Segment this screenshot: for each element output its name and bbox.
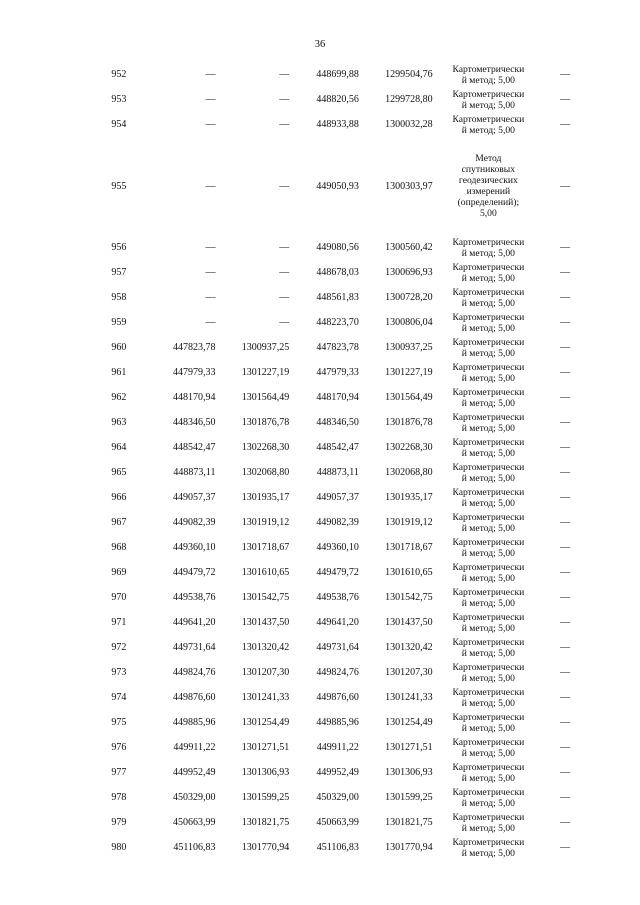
- point-number-cell: 980: [111, 842, 127, 853]
- method-cell: [433, 64, 541, 86]
- method-line: й метод; 5,00: [461, 697, 515, 709]
- new-y-cell: 1300303,97: [385, 180, 433, 192]
- method-cell: [433, 712, 541, 734]
- method-line: (определений);: [457, 197, 520, 208]
- new-y-cell: 1301919,12: [385, 517, 433, 528]
- method-line: Картометрически: [452, 361, 525, 373]
- table-row: [102, 112, 572, 137]
- existing-x-cell: 448346,50: [173, 417, 216, 428]
- point-number-cell: 971: [111, 617, 127, 628]
- point-number-cell: 962: [111, 392, 127, 403]
- method-cell: [433, 837, 541, 859]
- method-line: й метод; 5,00: [461, 497, 515, 509]
- method-line: Картометрически: [452, 261, 525, 273]
- new-x-cell: 449885,96: [316, 717, 359, 728]
- method-line: й метод; 5,00: [461, 447, 515, 459]
- method-line: й метод; 5,00: [461, 797, 515, 809]
- existing-y-cell: 1301876,78: [241, 417, 290, 428]
- table-row: [102, 685, 572, 710]
- last-column-cell: —: [560, 180, 571, 192]
- method-line: Картометрически: [452, 836, 525, 848]
- existing-x-cell: 450329,00: [173, 792, 216, 803]
- point-number-cell: 979: [111, 817, 127, 828]
- method-line: й метод; 5,00: [461, 347, 515, 359]
- method-line: Картометрически: [452, 511, 525, 523]
- point-number-cell: 975: [111, 717, 127, 728]
- new-y-cell: 1301564,49: [385, 392, 433, 403]
- point-number-cell: 952: [111, 69, 127, 80]
- existing-y-cell: 1301935,17: [241, 492, 290, 503]
- existing-x-cell: 451106,83: [173, 842, 216, 853]
- last-column-cell: —: [560, 69, 571, 80]
- method-line: Картометрически: [452, 686, 525, 698]
- existing-x-cell: —: [205, 267, 216, 278]
- new-x-cell: 448223,70: [316, 317, 359, 328]
- method-line: Метод: [475, 153, 502, 164]
- new-x-cell: 449911,22: [316, 742, 359, 753]
- point-number-cell: 974: [111, 692, 127, 703]
- method-line: й метод; 5,00: [461, 647, 515, 659]
- new-x-cell: 449080,56: [316, 242, 359, 253]
- existing-y-cell: 1301919,12: [241, 517, 290, 528]
- point-number-cell: 959: [111, 317, 127, 328]
- page-number: 36: [314, 39, 326, 50]
- point-number-cell: 970: [111, 592, 127, 603]
- new-x-cell: 448699,88: [316, 69, 359, 80]
- existing-y-cell: 1301564,49: [241, 392, 290, 403]
- last-column-cell: —: [560, 267, 571, 278]
- existing-x-cell: 449479,72: [173, 567, 216, 578]
- new-x-cell: 449731,64: [316, 642, 359, 653]
- method-line: Картометрически: [452, 786, 525, 798]
- table-row: [102, 310, 572, 335]
- method-line: й метод; 5,00: [461, 522, 515, 534]
- existing-y-cell: 1301599,25: [241, 792, 290, 803]
- method-line: й метод; 5,00: [461, 99, 515, 111]
- method-line: спутниковых: [461, 164, 516, 175]
- method-cell: [433, 437, 541, 459]
- new-x-cell: 448561,83: [316, 292, 359, 303]
- method-cell: [433, 362, 541, 384]
- last-column-cell: —: [560, 767, 571, 778]
- new-x-cell: 448346,50: [316, 417, 359, 428]
- method-line: Картометрически: [452, 586, 525, 598]
- table-row: [102, 460, 572, 485]
- existing-x-cell: 449911,22: [173, 742, 216, 753]
- point-number-cell: 966: [111, 492, 127, 503]
- method-cell: [433, 387, 541, 409]
- method-line: й метод; 5,00: [461, 597, 515, 609]
- method-cell: [433, 762, 541, 784]
- method-line: й метод; 5,00: [461, 847, 515, 859]
- new-x-cell: 449479,72: [316, 567, 359, 578]
- point-number-cell: 953: [111, 94, 127, 105]
- last-column-cell: —: [560, 592, 571, 603]
- method-line: Картометрически: [452, 711, 525, 723]
- new-x-cell: 451106,83: [316, 842, 359, 853]
- new-y-cell: 1300728,20: [385, 292, 433, 303]
- existing-x-cell: 449057,37: [173, 492, 216, 503]
- table-row: [102, 635, 572, 660]
- new-y-cell: 1300806,04: [385, 317, 433, 328]
- new-x-cell: 448678,03: [316, 267, 359, 278]
- existing-y-cell: —: [279, 317, 290, 328]
- new-y-cell: 1301254,49: [385, 717, 433, 728]
- last-column-cell: —: [560, 292, 571, 303]
- point-number-cell: 963: [111, 417, 127, 428]
- new-y-cell: 1301207,30: [385, 667, 433, 678]
- last-column-cell: —: [560, 467, 571, 478]
- point-number-cell: 956: [111, 242, 127, 253]
- method-cell: [433, 462, 541, 484]
- new-y-cell: 1301610,65: [385, 567, 433, 578]
- method-cell: [433, 337, 541, 359]
- method-line: й метод; 5,00: [461, 322, 515, 334]
- method-line: измерений: [466, 186, 511, 197]
- method-line: й метод; 5,00: [461, 747, 515, 759]
- method-line: Картометрически: [452, 486, 525, 498]
- method-line: й метод; 5,00: [461, 572, 515, 584]
- last-column-cell: —: [560, 317, 571, 328]
- new-y-cell: 1300937,25: [385, 342, 433, 353]
- table-row: [102, 285, 572, 310]
- new-y-cell: 1300696,93: [385, 267, 433, 278]
- existing-x-cell: —: [205, 69, 216, 80]
- existing-y-cell: 1301254,49: [241, 717, 290, 728]
- existing-x-cell: 449824,76: [173, 667, 216, 678]
- point-number-cell: 958: [111, 292, 127, 303]
- table-row: [102, 735, 572, 760]
- existing-y-cell: 1301542,75: [241, 592, 290, 603]
- point-number-cell: 955: [111, 180, 127, 192]
- point-number-cell: 961: [111, 367, 127, 378]
- last-column-cell: —: [560, 842, 571, 853]
- new-y-cell: 1301542,75: [385, 592, 433, 603]
- method-line: Картометрически: [452, 386, 525, 398]
- new-y-cell: 1301876,78: [385, 417, 433, 428]
- method-line: 5,00: [479, 208, 497, 219]
- point-number-cell: 954: [111, 119, 127, 130]
- table-row: [102, 87, 572, 112]
- method-line: Картометрически: [452, 561, 525, 573]
- table-row: [102, 660, 572, 685]
- new-y-cell: 1300560,42: [385, 242, 433, 253]
- existing-y-cell: 1301718,67: [241, 542, 290, 553]
- existing-x-cell: 447823,78: [173, 342, 216, 353]
- last-column-cell: —: [560, 667, 571, 678]
- existing-y-cell: 1301770,94: [241, 842, 290, 853]
- existing-y-cell: 1301207,30: [241, 667, 290, 678]
- point-number-cell: 960: [111, 342, 127, 353]
- method-line: й метод; 5,00: [461, 772, 515, 784]
- coordinates-table: [102, 62, 572, 860]
- method-cell: [433, 287, 541, 309]
- existing-y-cell: —: [279, 180, 290, 192]
- table-row: [102, 560, 572, 585]
- new-y-cell: 1301271,51: [385, 742, 433, 753]
- existing-x-cell: 449876,60: [173, 692, 216, 703]
- new-y-cell: 1301227,19: [385, 367, 433, 378]
- method-cell: [433, 687, 541, 709]
- method-cell: [433, 262, 541, 284]
- existing-x-cell: —: [205, 94, 216, 105]
- method-cell: [433, 114, 541, 136]
- method-line: й метод; 5,00: [461, 472, 515, 484]
- existing-x-cell: 448873,11: [173, 467, 216, 478]
- method-line: й метод; 5,00: [461, 272, 515, 284]
- new-x-cell: 447979,33: [316, 367, 359, 378]
- table-row: [102, 810, 572, 835]
- method-line: й метод; 5,00: [461, 622, 515, 634]
- table-row: [102, 710, 572, 735]
- new-x-cell: 448170,94: [316, 392, 359, 403]
- method-cell: [433, 612, 541, 634]
- point-number-cell: 978: [111, 792, 127, 803]
- existing-y-cell: 1301437,50: [241, 617, 290, 628]
- method-line: геодезических: [458, 175, 518, 186]
- existing-y-cell: 1301821,75: [241, 817, 290, 828]
- method-cell: [433, 662, 541, 684]
- last-column-cell: —: [560, 642, 571, 653]
- table-row: [102, 535, 572, 560]
- last-column-cell: —: [560, 342, 571, 353]
- existing-y-cell: 1302068,80: [241, 467, 290, 478]
- new-y-cell: 1301821,75: [385, 817, 433, 828]
- method-cell: [433, 562, 541, 584]
- method-cell: [433, 312, 541, 334]
- new-x-cell: 449050,93: [316, 180, 359, 192]
- last-column-cell: —: [560, 94, 571, 105]
- new-y-cell: 1301437,50: [385, 617, 433, 628]
- point-number-cell: 973: [111, 667, 127, 678]
- point-number-cell: 965: [111, 467, 127, 478]
- method-line: Картометрически: [452, 811, 525, 823]
- new-y-cell: 1299728,80: [385, 94, 433, 105]
- existing-y-cell: —: [279, 242, 290, 253]
- existing-x-cell: 447979,33: [173, 367, 216, 378]
- table-row: [102, 510, 572, 535]
- existing-y-cell: 1301241,33: [241, 692, 290, 703]
- last-column-cell: —: [560, 442, 571, 453]
- table-row: [102, 335, 572, 360]
- point-number-cell: 968: [111, 542, 127, 553]
- new-y-cell: 1301770,94: [385, 842, 433, 853]
- last-column-cell: —: [560, 692, 571, 703]
- existing-y-cell: —: [279, 94, 290, 105]
- existing-y-cell: —: [279, 69, 290, 80]
- existing-y-cell: —: [279, 267, 290, 278]
- method-line: й метод; 5,00: [461, 372, 515, 384]
- existing-x-cell: 449952,49: [173, 767, 216, 778]
- existing-y-cell: 1301320,42: [241, 642, 290, 653]
- method-line: й метод; 5,00: [461, 297, 515, 309]
- new-x-cell: 449057,37: [316, 492, 359, 503]
- existing-y-cell: 1301271,51: [241, 742, 290, 753]
- method-line: й метод; 5,00: [461, 672, 515, 684]
- new-x-cell: 447823,78: [316, 342, 359, 353]
- method-cell: [433, 737, 541, 759]
- table-row: [102, 260, 572, 285]
- new-x-cell: 450329,00: [316, 792, 359, 803]
- method-line: Картометрически: [452, 236, 525, 248]
- last-column-cell: —: [560, 119, 571, 130]
- existing-x-cell: 449360,10: [173, 542, 216, 553]
- point-number-cell: 976: [111, 742, 127, 753]
- existing-x-cell: 449641,20: [173, 617, 216, 628]
- last-column-cell: —: [560, 542, 571, 553]
- method-cell: [433, 637, 541, 659]
- method-line: Картометрически: [452, 661, 525, 673]
- existing-y-cell: 1301610,65: [241, 567, 290, 578]
- method-line: й метод; 5,00: [461, 247, 515, 259]
- new-x-cell: 449360,10: [316, 542, 359, 553]
- existing-x-cell: 449538,76: [173, 592, 216, 603]
- method-cell: [433, 787, 541, 809]
- last-column-cell: —: [560, 817, 571, 828]
- existing-y-cell: 1301227,19: [241, 367, 290, 378]
- existing-y-cell: 1301306,93: [241, 767, 290, 778]
- point-number-cell: 969: [111, 567, 127, 578]
- method-line: Картометрически: [452, 88, 525, 100]
- method-cell: [433, 537, 541, 559]
- last-column-cell: —: [560, 492, 571, 503]
- last-column-cell: —: [560, 792, 571, 803]
- new-y-cell: 1301241,33: [385, 692, 433, 703]
- table-row: [102, 137, 572, 235]
- point-number-cell: 977: [111, 767, 127, 778]
- existing-x-cell: —: [205, 242, 216, 253]
- last-column-cell: —: [560, 367, 571, 378]
- method-line: Картометрически: [452, 436, 525, 448]
- existing-x-cell: —: [205, 292, 216, 303]
- table-row: [102, 410, 572, 435]
- existing-x-cell: 448170,94: [173, 392, 216, 403]
- table-row: [102, 785, 572, 810]
- method-cell: [433, 153, 541, 219]
- table-row: [102, 585, 572, 610]
- method-line: Картометрически: [452, 336, 525, 348]
- table-row: [102, 610, 572, 635]
- point-number-cell: 964: [111, 442, 127, 453]
- table-row: [102, 360, 572, 385]
- new-y-cell: 1301935,17: [385, 492, 433, 503]
- table-row: [102, 235, 572, 260]
- existing-y-cell: 1302268,30: [241, 442, 290, 453]
- new-x-cell: 448873,11: [316, 467, 359, 478]
- existing-x-cell: 449731,64: [173, 642, 216, 653]
- method-line: й метод; 5,00: [461, 74, 515, 86]
- method-line: Картометрически: [452, 63, 525, 75]
- new-x-cell: 449824,76: [316, 667, 359, 678]
- existing-x-cell: —: [205, 119, 216, 130]
- method-cell: [433, 487, 541, 509]
- last-column-cell: —: [560, 417, 571, 428]
- new-x-cell: 449876,60: [316, 692, 359, 703]
- existing-x-cell: —: [205, 180, 216, 192]
- method-line: й метод; 5,00: [461, 124, 515, 136]
- new-y-cell: 1299504,76: [385, 69, 433, 80]
- table-row: [102, 385, 572, 410]
- new-x-cell: 450663,99: [316, 817, 359, 828]
- method-line: Картометрически: [452, 761, 525, 773]
- existing-x-cell: 448542,47: [173, 442, 216, 453]
- table-row: [102, 435, 572, 460]
- new-y-cell: 1300032,28: [385, 119, 433, 130]
- last-column-cell: —: [560, 717, 571, 728]
- method-cell: [433, 89, 541, 111]
- existing-x-cell: —: [205, 317, 216, 328]
- method-line: Картометрически: [452, 636, 525, 648]
- new-x-cell: 449538,76: [316, 592, 359, 603]
- table-row: [102, 485, 572, 510]
- method-cell: [433, 237, 541, 259]
- last-column-cell: —: [560, 617, 571, 628]
- method-line: й метод; 5,00: [461, 822, 515, 834]
- last-column-cell: —: [560, 392, 571, 403]
- new-x-cell: 449082,39: [316, 517, 359, 528]
- existing-x-cell: 450663,99: [173, 817, 216, 828]
- method-line: Картометрически: [452, 286, 525, 298]
- new-x-cell: 448542,47: [316, 442, 359, 453]
- method-line: й метод; 5,00: [461, 397, 515, 409]
- new-y-cell: 1302068,80: [385, 467, 433, 478]
- last-column-cell: —: [560, 242, 571, 253]
- new-y-cell: 1301718,67: [385, 542, 433, 553]
- point-number-cell: 957: [111, 267, 127, 278]
- method-cell: [433, 512, 541, 534]
- existing-x-cell: 449082,39: [173, 517, 216, 528]
- method-line: Картометрически: [452, 736, 525, 748]
- new-y-cell: 1302268,30: [385, 442, 433, 453]
- point-number-cell: 967: [111, 517, 127, 528]
- new-x-cell: 449641,20: [316, 617, 359, 628]
- method-line: Картометрически: [452, 611, 525, 623]
- method-cell: [433, 812, 541, 834]
- existing-y-cell: 1300937,25: [241, 342, 290, 353]
- table-row: [102, 760, 572, 785]
- method-line: Картометрически: [452, 411, 525, 423]
- method-line: Картометрически: [452, 536, 525, 548]
- table-row: [102, 835, 572, 860]
- last-column-cell: —: [560, 742, 571, 753]
- new-y-cell: 1301306,93: [385, 767, 433, 778]
- method-cell: [433, 412, 541, 434]
- last-column-cell: —: [560, 517, 571, 528]
- method-line: й метод; 5,00: [461, 422, 515, 434]
- method-line: й метод; 5,00: [461, 722, 515, 734]
- new-y-cell: 1301599,25: [385, 792, 433, 803]
- new-x-cell: 449952,49: [316, 767, 359, 778]
- existing-y-cell: —: [279, 292, 290, 303]
- new-x-cell: 448820,56: [316, 94, 359, 105]
- method-line: Картометрически: [452, 113, 525, 125]
- existing-y-cell: —: [279, 119, 290, 130]
- new-y-cell: 1301320,42: [385, 642, 433, 653]
- last-column-cell: —: [560, 567, 571, 578]
- new-x-cell: 448933,88: [316, 119, 359, 130]
- method-line: Картометрически: [452, 311, 525, 323]
- method-line: Картометрически: [452, 461, 525, 473]
- point-number-cell: 972: [111, 642, 127, 653]
- method-cell: [433, 587, 541, 609]
- table-row: [102, 62, 572, 87]
- existing-x-cell: 449885,96: [173, 717, 216, 728]
- method-line: й метод; 5,00: [461, 547, 515, 559]
